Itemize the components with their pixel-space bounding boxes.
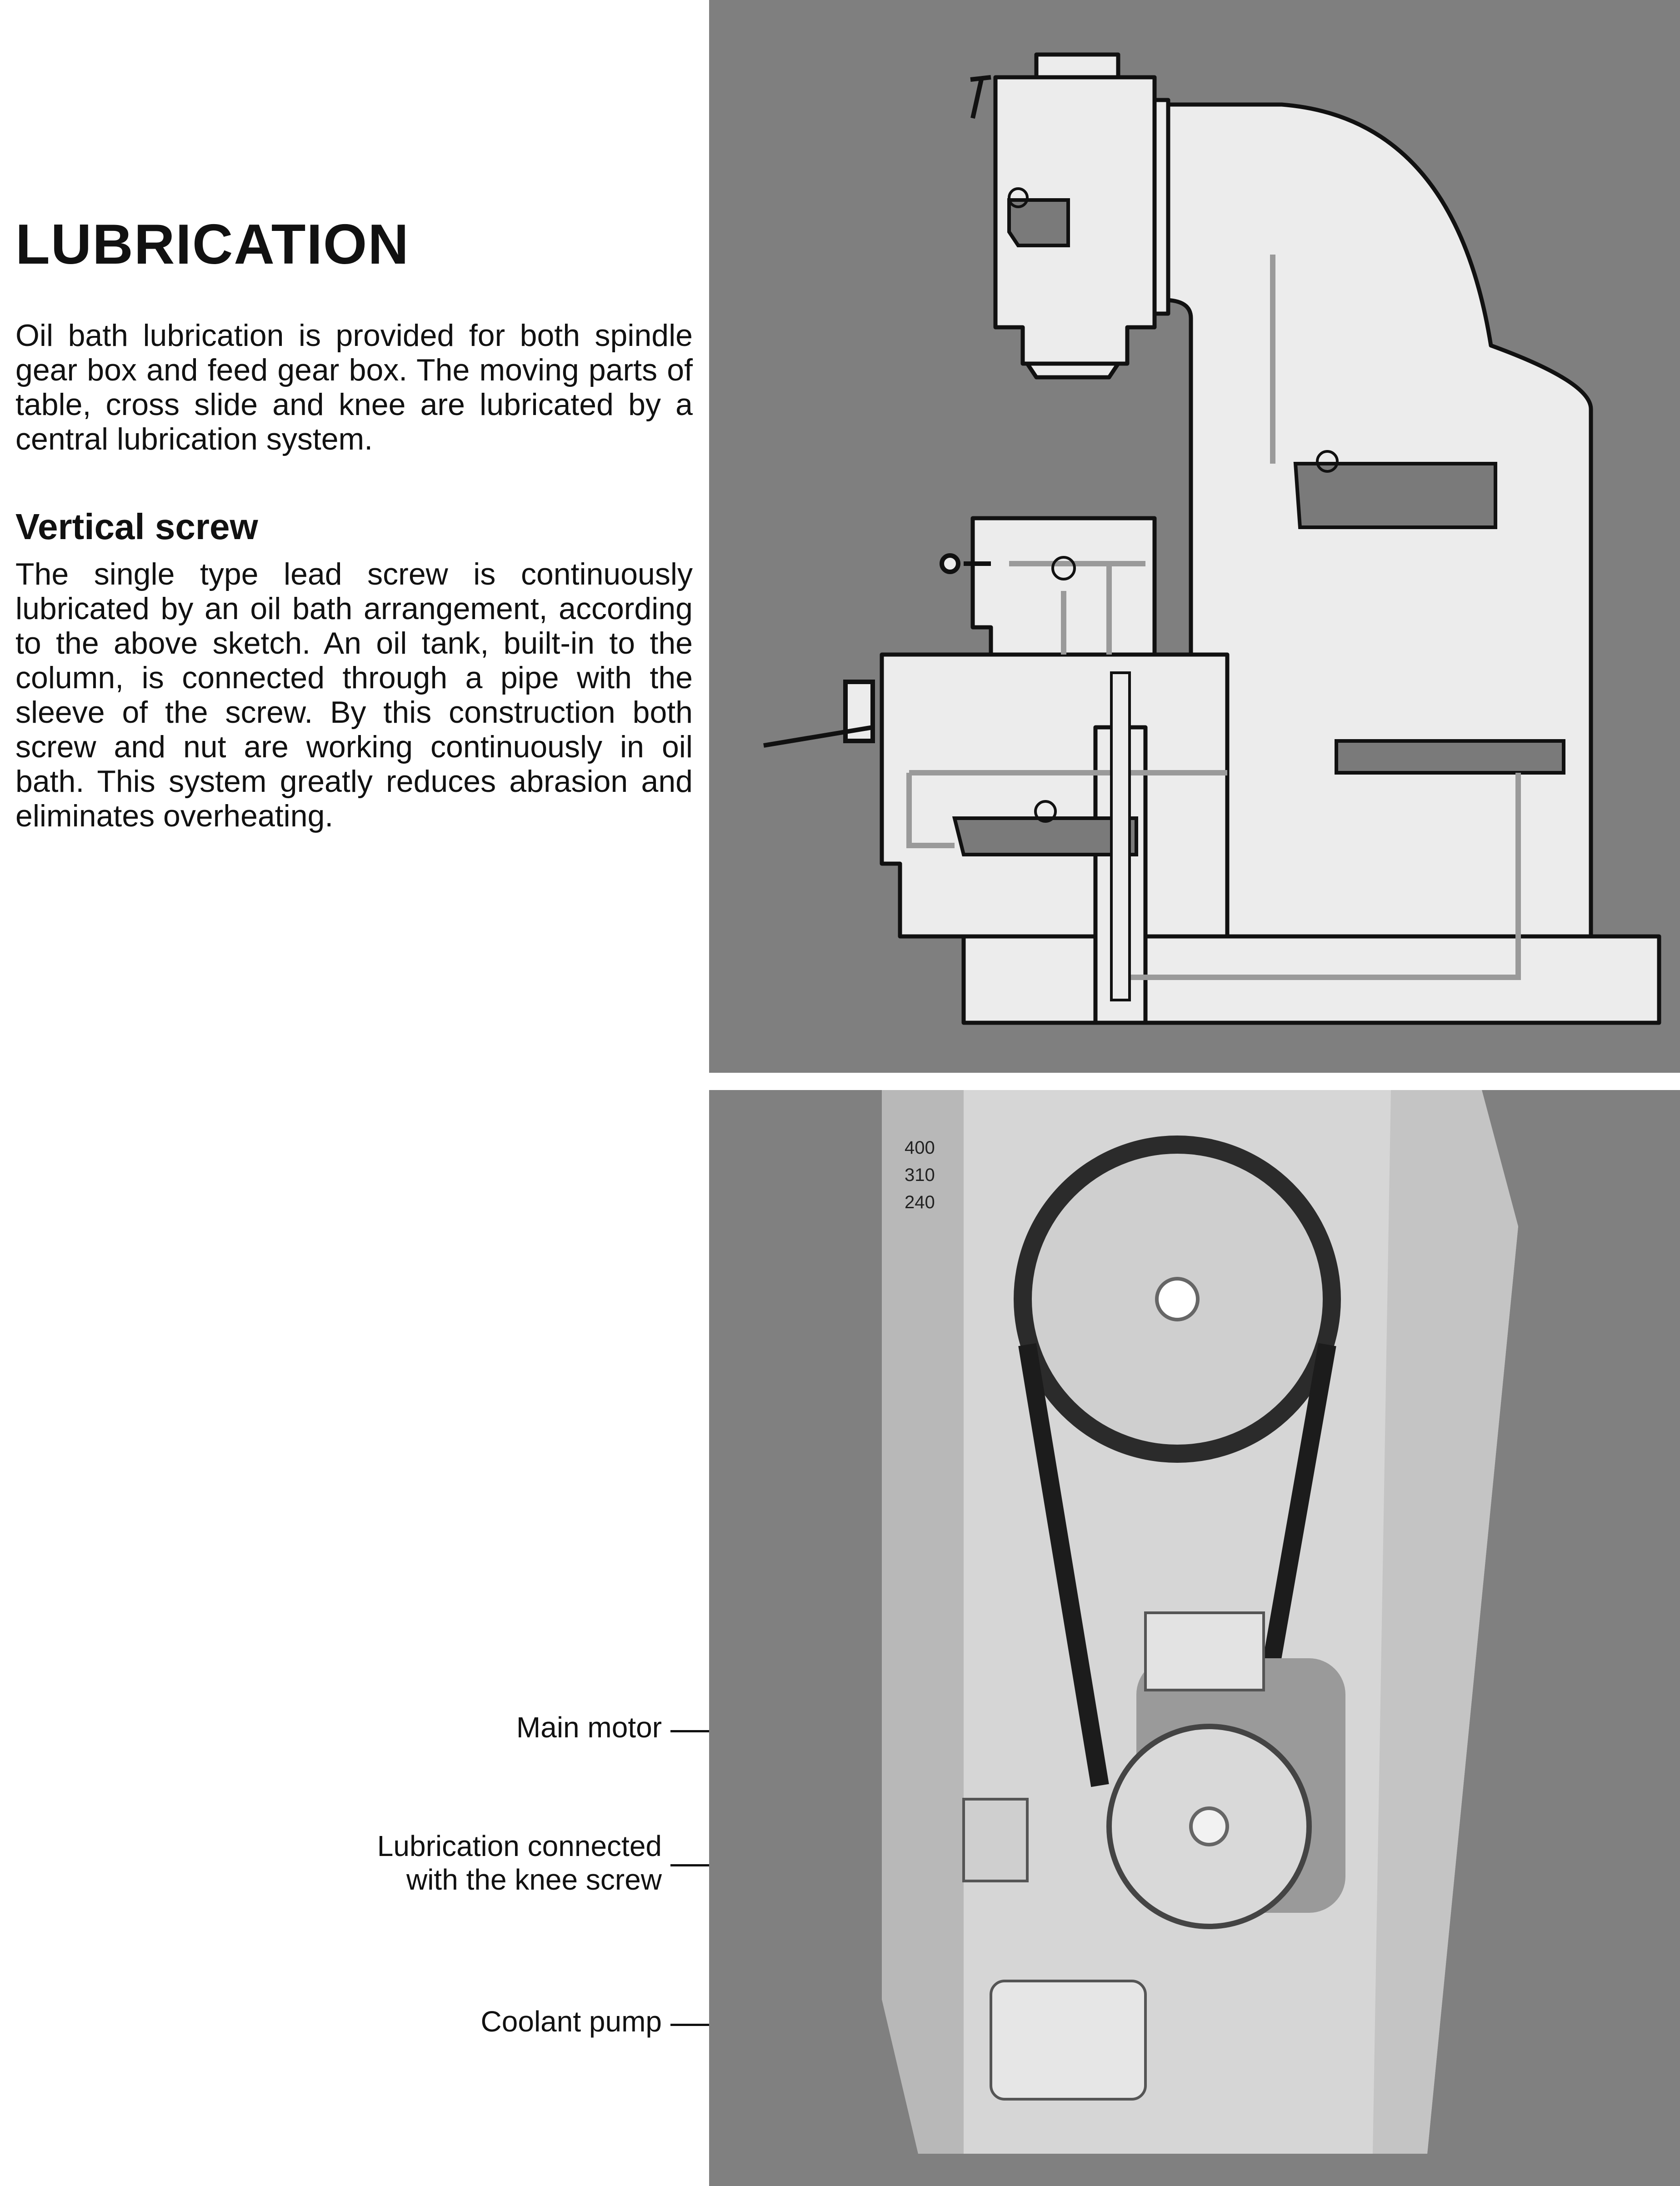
motor-terminal-box: [1145, 1613, 1264, 1690]
knee-screw: [1111, 673, 1130, 1000]
dial-label: 310: [905, 1165, 935, 1185]
machine-photo-panel: [709, 1090, 1680, 2186]
callout-coolant-pump-text: Coolant pump: [480, 2005, 662, 2038]
callout-main-motor-leader: [670, 1730, 709, 1732]
speed-dial: [905, 1138, 935, 1212]
base-oil-tank: [1336, 741, 1564, 773]
head-top: [1036, 55, 1118, 77]
callout-lubrication-leader: [670, 1864, 709, 1866]
head-lever: [970, 77, 991, 118]
cabinet-left-wall: [882, 1090, 964, 2154]
callout-main-motor-text: Main motor: [516, 1711, 662, 1744]
slide-handle-knob: [942, 555, 958, 572]
machine-photo: [709, 1090, 1680, 2186]
lubrication-sketch: [709, 0, 1680, 1073]
knee-oil-reservoir: [955, 818, 1136, 855]
upper-pulley-hub: [1157, 1279, 1198, 1320]
head-collar: [1155, 100, 1168, 314]
callout-main-motor: [516, 1711, 662, 1744]
lubrication-unit: [964, 1799, 1027, 1881]
column-oil-reservoir: [1295, 464, 1495, 527]
motor-pulley-hub: [1191, 1808, 1227, 1845]
section-title: Vertical screw: [15, 506, 258, 547]
page-title: LUBRICATION: [15, 213, 410, 276]
callout-coolant-pump-leader: [670, 2024, 709, 2026]
dial-label: 400: [905, 1138, 935, 1158]
knee: [882, 655, 1227, 936]
dial-label: 240: [905, 1192, 935, 1212]
cabinet-right-wall: [1373, 1090, 1518, 2154]
callout-lubrication-line1: Lubrication connected: [377, 1830, 662, 1862]
callout-lubrication-line2: with the knee screw: [406, 1863, 662, 1896]
callout-coolant-pump: [481, 2005, 662, 2038]
spindle-nose: [1027, 364, 1118, 377]
intro-paragraph: Oil bath lubrication is provided for both spindle gear box and feed gear box. The moving parts of table, cross slide and knee are lubricated by a central lubrication system.: [15, 318, 693, 456]
lubrication-diagram-panel: [709, 0, 1680, 1073]
coolant-pump: [991, 1981, 1145, 2099]
callout-lubrication: [377, 1829, 662, 1896]
section-paragraph: The single type lead screw is continuously lubricated by an oil bath arrangement, according to the above sketch. An oil tank, built-in to the column, is connected through a pipe with the sleeve of the screw. By this construction both screw and nut are working continuously in oil bath. This system greatly reduces abrasion and eliminates overheating.: [15, 557, 693, 833]
